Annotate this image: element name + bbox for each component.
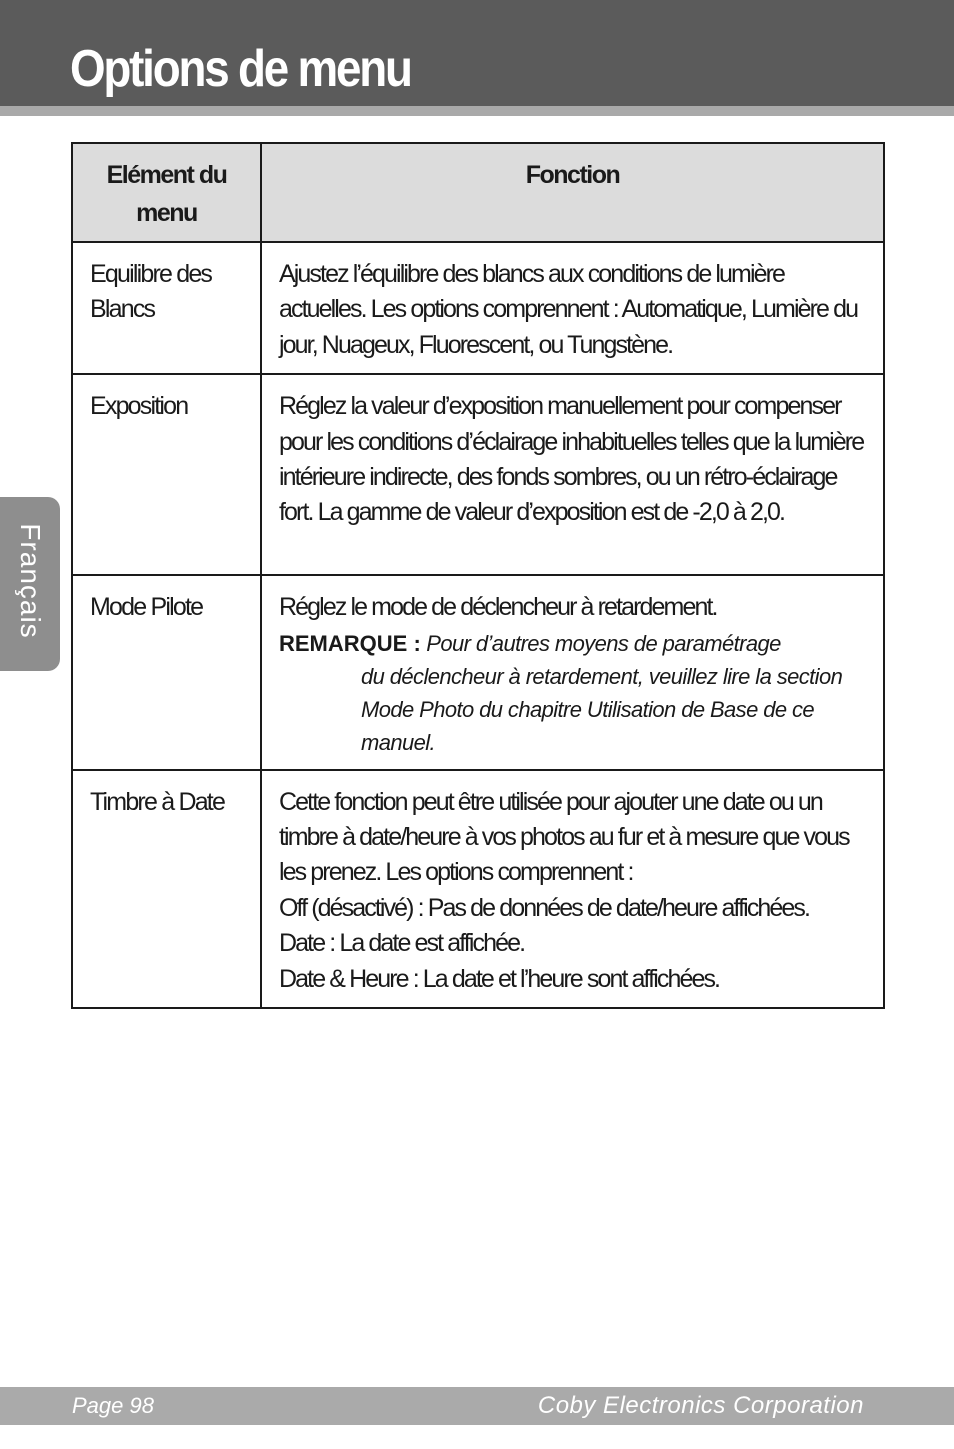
row-function-drive-mode: [261, 575, 884, 769]
header-cell-function: Fonction: [261, 143, 884, 242]
note-first-line: Pour d’autres moyens de paramétrage: [426, 630, 781, 656]
table-row: [72, 374, 884, 575]
row-name-white-balance: Equilibre des Blancs: [72, 242, 261, 374]
footer-bar: [0, 1387, 954, 1425]
language-side-tab: [0, 497, 60, 671]
row-name-drive-mode: Mode Pilote: [72, 575, 261, 769]
header-stripe: [0, 106, 954, 116]
row-name-date-stamp: Timbre à Date: [72, 770, 261, 1008]
date-stamp-option-off: Off (désactivé) : Pas de données de date/heure affichées.: [279, 893, 810, 922]
date-stamp-description: Cette fonction peut être utilisée pour ajouter une date ou un timbre à date/heure à vos photos au fur et à mesure que vous les prenez. Les options comprennent :: [279, 787, 849, 887]
page-title: Options de menu: [70, 40, 411, 98]
menu-options-table: [71, 142, 885, 1009]
row-function-white-balance: Ajustez l’équilibre des blancs aux conditions de lumière actuelles. Les options comprennent : Automatique, Lumière du jour, Nuageux, Fluorescent, ou Tungstène.: [261, 242, 884, 374]
row-function-exposure: Réglez la valeur d’exposition manuellement pour compenser pour les conditions d’éclairage inhabituelles telles que la lumière intérieure indirecte, des fonds sombres, ou un rétro-éclairage fort. La gamme de valeur d’exposition est de -2,0 à 2,0.: [261, 374, 884, 575]
date-stamp-option-date: Date : La date est affichée.: [279, 929, 525, 958]
row-name-exposure: Exposition: [72, 374, 261, 575]
company-name: Coby Electronics Corporation: [537, 1392, 864, 1419]
header-cell-menu-item: Elément du menu: [72, 143, 261, 242]
note-label: REMARQUE :: [279, 630, 421, 656]
table-header-row: [72, 143, 884, 242]
language-tab-label: Français: [15, 523, 46, 639]
table-row: [72, 242, 884, 374]
table-row: [72, 575, 884, 769]
note-continuation: du déclencheur à retardement, veuillez lire la section Mode Photo du chapitre Utilisation de Base de ce manuel.: [361, 663, 843, 755]
row-function-date-stamp: [261, 770, 884, 1008]
date-stamp-option-date-time: Date & Heure : La date et l’heure sont affichées.: [279, 964, 720, 993]
drive-mode-description: Réglez le mode de déclencheur à retardement.: [279, 593, 717, 622]
table-row: [72, 770, 884, 1008]
page-number: Page 98: [72, 1393, 154, 1418]
note-block: [279, 627, 873, 759]
